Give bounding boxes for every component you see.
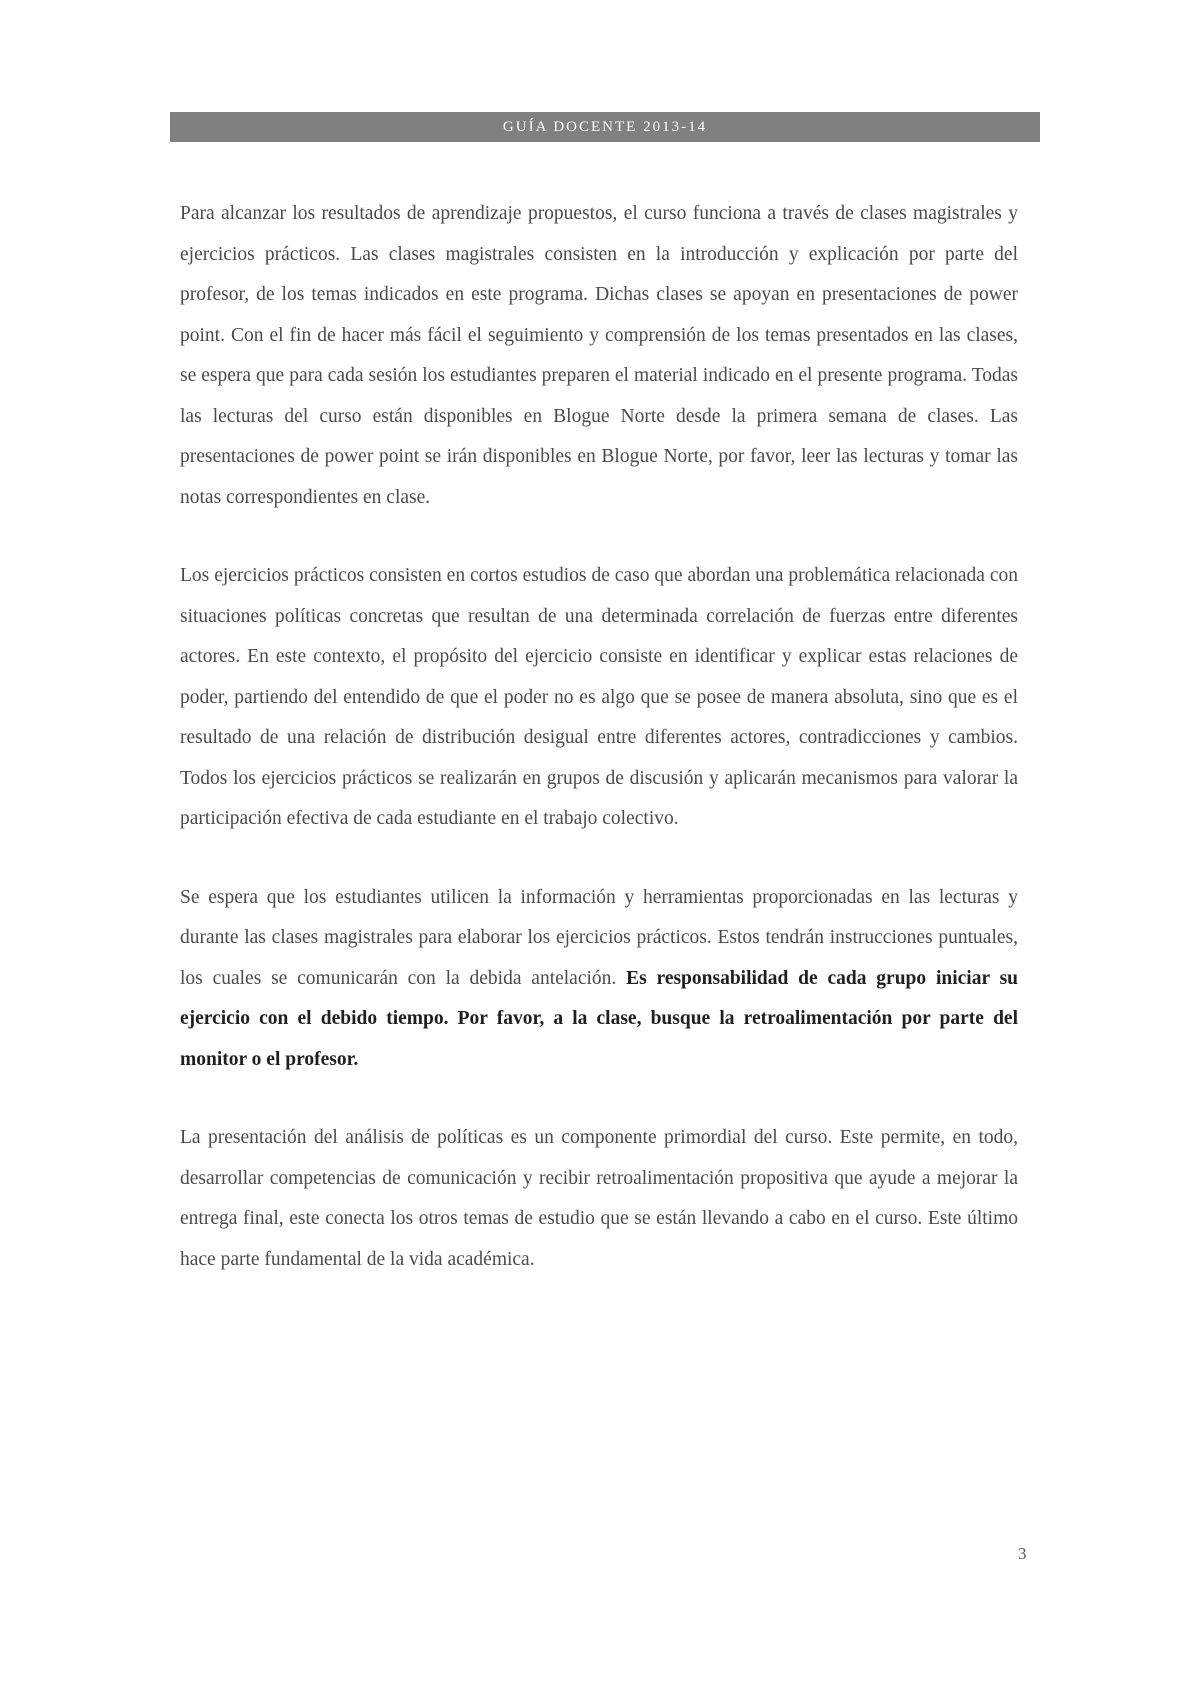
paragraph-text: Se espera que los estudiantes utilicen la información y herramientas proporcionadas en las lecturas y durante las clases magistrales para elaborar los ejercicios prácticos. Estos tendrán instrucciones puntuales, los cuales se comunicarán con la debida antelación. <box>180 886 1018 989</box>
paragraph-text: Para alcanzar los resultados de aprendizaje propuestos, el curso funciona a través de clases magistrales y ejercicios prácticos. Las clases magistrales consisten en la introducción y explicación por parte del profesor, de los temas indicados en este programa. Dichas clases se apoyan en presentaciones de power point. Con el fin de hacer más fácil el seguimiento y comprensión de los temas presentados en las clases, se espera que para cada sesión los estudiantes preparen el material indicado en el presente programa. Todas las lecturas del curso están disponibles en Blogue Norte desde la primera semana de clases. Las presentaciones de power point se irán disponibles en Blogue Norte, por favor, leer las lecturas y tomar las notas correspondientes en clase. <box>180 203 1018 508</box>
body-text <box>180 194 1018 1318</box>
paragraph-presentation <box>180 1118 1018 1280</box>
paragraph-expectations <box>180 878 1018 1081</box>
paragraph-text: La presentación del análisis de políticas es un componente primordial del curso. Este permite, en todo, desarrollar competencias de comunicación y recibir retroalimentación propositiva que ayude a mejorar la entrega final, este conecta los otros temas de estudio que se están llevando a cabo en el curso. Este último hace parte fundamental de la vida académica. <box>180 1127 1018 1270</box>
page-number: 3 <box>1018 1544 1027 1563</box>
paragraph-methodology <box>180 194 1018 518</box>
paragraph-practical-exercises <box>180 556 1018 840</box>
header-title: GUÍA DOCENTE 2013-14 <box>502 118 708 135</box>
header-bar <box>170 112 1040 142</box>
paragraph-emphasis: Es responsabilidad de cada grupo iniciar su ejercicio con el debido tiempo. Por favor, a la clase, busque la retroalimentación por parte del monitor o el profesor. <box>180 967 1019 1070</box>
paragraph-text: Los ejercicios prácticos consisten en cortos estudios de caso que abordan una problemática relacionada con situaciones políticas concretas que resultan de una determinada correlación de fuerzas entre diferentes actores. En este contexto, el propósito del ejercicio consiste en identificar y explicar estas relaciones de poder, partiendo del entendido de que el poder no es algo que se posee de manera absoluta, sino que es el resultado de una relación de distribución desigual entre diferentes actores, contradicciones y cambios. Todos los ejercicios prácticos se realizarán en grupos de discusión y aplicarán mecanismos para valorar la participación efectiva de cada estudiante en el trabajo colectivo. <box>180 565 1018 829</box>
